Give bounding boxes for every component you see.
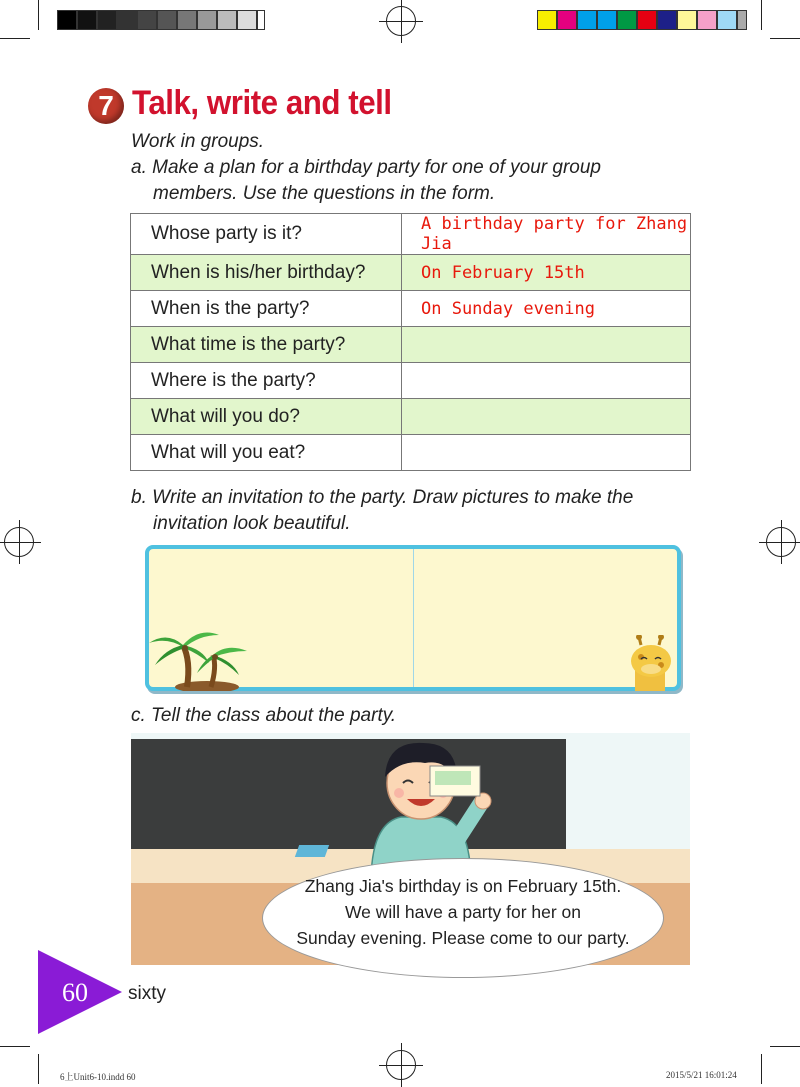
- invitation-card-icon[interactable]: [145, 545, 681, 691]
- section-title: Talk, write and tell: [132, 84, 392, 122]
- answer-cell[interactable]: [402, 327, 691, 363]
- question-cell: What will you eat?: [131, 435, 402, 471]
- speech-line-2: We will have a party for her on: [344, 902, 582, 922]
- instruction-part-c: c. Tell the class about the party.: [131, 705, 397, 726]
- instruction-part-b-line2: invitation look beautiful.: [153, 513, 351, 534]
- instruction-intro: Work in groups.: [131, 131, 265, 152]
- speech-line-1: Zhang Jia's birthday is on February 15th.: [304, 876, 622, 896]
- registration-mark-right: [766, 527, 796, 557]
- instruction-part-a-line1: a. Make a plan for a birthday party for one of your group: [131, 157, 601, 178]
- speech-bubble: [262, 858, 664, 978]
- table-row: [131, 363, 691, 399]
- table-row: [131, 327, 691, 363]
- section-number-badge: 7: [88, 88, 124, 124]
- page-number-word: sixty: [128, 983, 166, 1004]
- footer-filename: 6上Unit6-10.indd 60: [60, 1072, 136, 1082]
- answer-cell[interactable]: On Sunday evening: [402, 291, 691, 327]
- question-cell: When is his/her birthday?: [131, 255, 402, 291]
- page-number: 60: [62, 978, 88, 1007]
- answer-cell[interactable]: [402, 435, 691, 471]
- answer-cell[interactable]: A birthday party for Zhang Jia: [402, 214, 691, 255]
- registration-mark-bottom: [386, 1050, 416, 1080]
- table-row: [131, 291, 691, 327]
- speech-line-3: Sunday evening. Please come to our party.: [296, 928, 630, 948]
- registration-mark-top: [386, 6, 416, 36]
- answer-cell[interactable]: [402, 399, 691, 435]
- question-cell: What time is the party?: [131, 327, 402, 363]
- answer-cell[interactable]: On February 15th: [402, 255, 691, 291]
- table-row: [131, 435, 691, 471]
- footer-timestamp: 2015/5/21 16:01:24: [666, 1070, 737, 1080]
- palm-tree-icon: [147, 621, 262, 691]
- registration-mark-left: [4, 527, 34, 557]
- question-cell: When is the party?: [131, 291, 402, 327]
- question-cell: What will you do?: [131, 399, 402, 435]
- answer-cell[interactable]: [402, 363, 691, 399]
- question-cell: Where is the party?: [131, 363, 402, 399]
- table-row: [131, 399, 691, 435]
- table-row: [131, 214, 691, 255]
- invitation-card-icon: [429, 765, 481, 797]
- card-fold: [413, 549, 414, 687]
- instruction-part-a-line2: members. Use the questions in the form.: [153, 183, 496, 204]
- question-cell: Whose party is it?: [131, 214, 402, 255]
- book-on-desk: [295, 845, 329, 857]
- party-plan-table: [130, 213, 691, 471]
- table-row: [131, 255, 691, 291]
- giraffe-icon: [621, 635, 679, 691]
- instruction-part-b-line1: b. Write an invitation to the party. Draw pictures to make the: [131, 487, 634, 508]
